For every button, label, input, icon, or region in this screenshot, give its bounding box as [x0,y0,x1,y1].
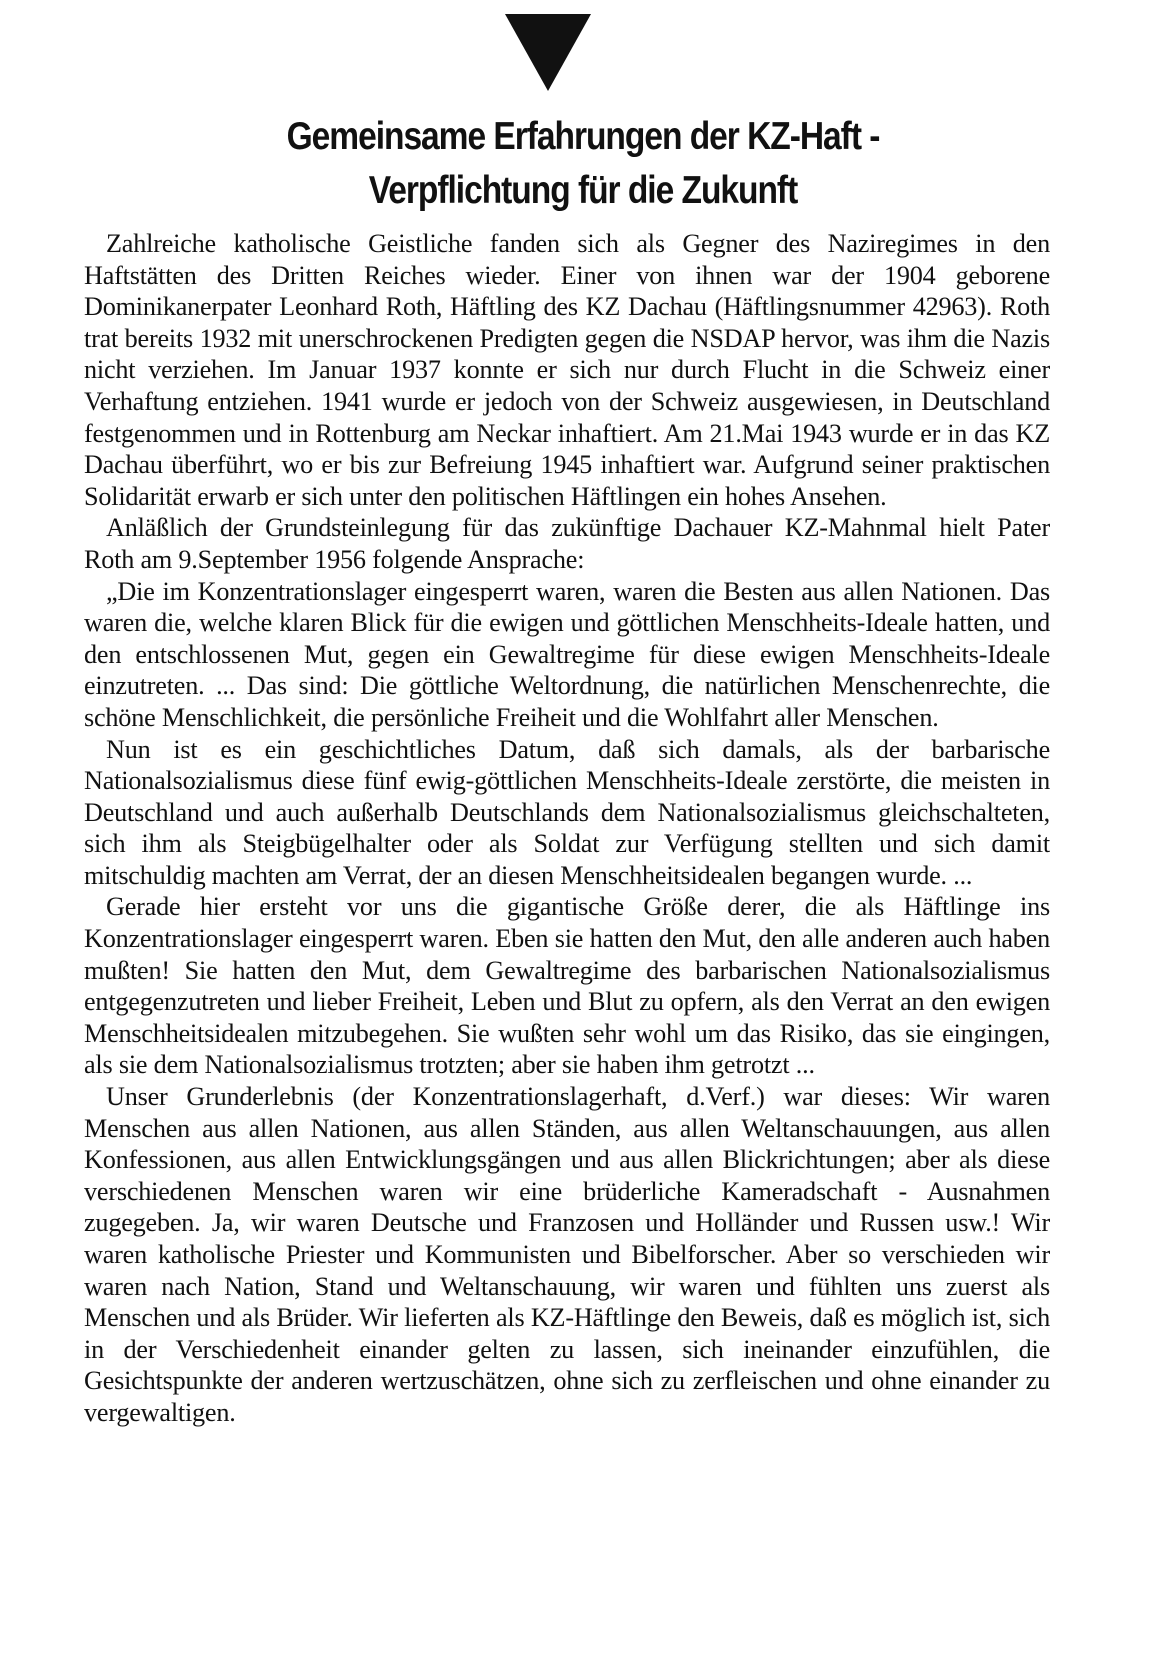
paragraph-quote-courage: Gerade hier ersteht vor uns die gigantische Größe derer, die als Häftlinge ins Konzentrationslager eingesperrt waren. Eben sie hatten den Mut, den alle anderen auch haben mußten! Sie hatten den Mut, dem Gewaltregime des barbarischen Nationalsozialismus entgegenzutreten und lieber Freiheit, Leben und Blut zu opfern, als den Verrat an den ewigen Menschheitsidealen mitzubegehen. Sie wußten sehr wohl um das Risiko, das sie eingingen, als sie dem Nationalsozialismus trotzten; aber sie haben ihm getrotzt ... [84,892,1050,1080]
inverted-triangle-icon [505,14,591,91]
page-title [133,110,1033,218]
paragraph-quote-history: Nun ist es ein geschichtliches Datum, daß sich damals, als der barbarische Nationalsozialismus diese fünf ewig-göttlichen Menschheits-Ideale zerstörte, die meisten in Deutschland und auch außerhalb Deutschlands dem Nationalsozialismus gleichschalteten, sich ihm als Steigbügelhalter oder als Soldat zur Verfügung stellten und sich damit mitschuldig machten am Verrat, der an diesen Menschheitsidealen begangen wurde. ... [84,734,1050,890]
article-body [84,228,1050,1429]
paragraph-quote-start: „Die im Konzentrationslager eingesperrt waren, waren die Besten aus allen Nationen. Das waren die, welche klaren Blick für die ewigen und göttlichen Menschheits-Ideale hatten, und den entschlossenen Mut, gegen ein Gewaltregime für diese ewigen Menschheits-Ideale einzutreten. ... Das sind: Die göttliche Weltordnung, die natürlichen Menschenrechte, die schöne Menschlichkeit, die persönliche Freiheit und die Wohlfahrt aller Menschen. [84,576,1050,732]
paragraph-introduction: Anläßlich der Grundsteinlegung für das zukünftige Dachauer KZ-Mahnmal hielt Pater Roth am 9.September 1956 folgende Ansprache: [84,513,1050,574]
title-line-2: Verpflichtung für die Zukunft [368,169,798,212]
title-line-1: Gemeinsame Erfahrungen der KZ-Haft - [286,115,880,158]
paragraph-quote-experience: Unser Grunderlebnis (der Konzentrationslagerhaft, d.Verf.) war dieses: Wir waren Menschen aus allen Nationen, aus allen Ständen, aus allen Weltanschauungen, aus allen Konfessionen, aus allen Entwicklungsgängen und aus allen Blickrichtungen; aber als diese verschiedenen Menschen waren wir eine brüderliche Kameradschaft - Ausnahmen zugegeben. Ja, wir waren Deutsche und Franzosen und Holländer und Russen usw.! Wir waren katholische Priester und Kommunisten und Bibelforscher. Aber so verschieden wir waren nach Nation, Stand und Weltanschauung, wir waren und fühlten uns zuerst als Menschen und als Brüder. Wir lieferten als KZ-Häftlinge den Beweis, daß es möglich ist, sich in der Verschiedenheit einander gelten zu lassen, sich ineinander einzufühlen, die Gesichtspunkte der anderen wertzuschätzen, ohne sich zu zerfleischen und ohne einander zu vergewaltigen. [84,1082,1050,1427]
paragraph-biography: Zahlreiche katholische Geistliche fanden sich als Gegner des Naziregimes in den Haftstätten des Dritten Reiches wieder. Einer von ihnen war der 1904 geborene Dominikanerpater Leonhard Roth, Häftling des KZ Dachau (Häftlingsnummer 42963). Roth trat bereits 1932 mit unerschrockenen Predigten gegen die NSDAP hervor, was ihm die Nazis nicht verziehen. Im Januar 1937 konnte er sich nur durch Flucht in die Schweiz einer Verhaftung entziehen. 1941 wurde er jedoch von der Schweiz ausgewiesen, in Deutschland festgenommen und in Rottenburg am Neckar inhaftiert. Am 21.Mai 1943 wurde er in das KZ Dachau überführt, wo er bis zur Befreiung 1945 inhaftiert war. Aufgrund seiner praktischen Solidarität erwarb er sich unter den politischen Häftlingen ein hohes Ansehen. [84,229,1050,511]
